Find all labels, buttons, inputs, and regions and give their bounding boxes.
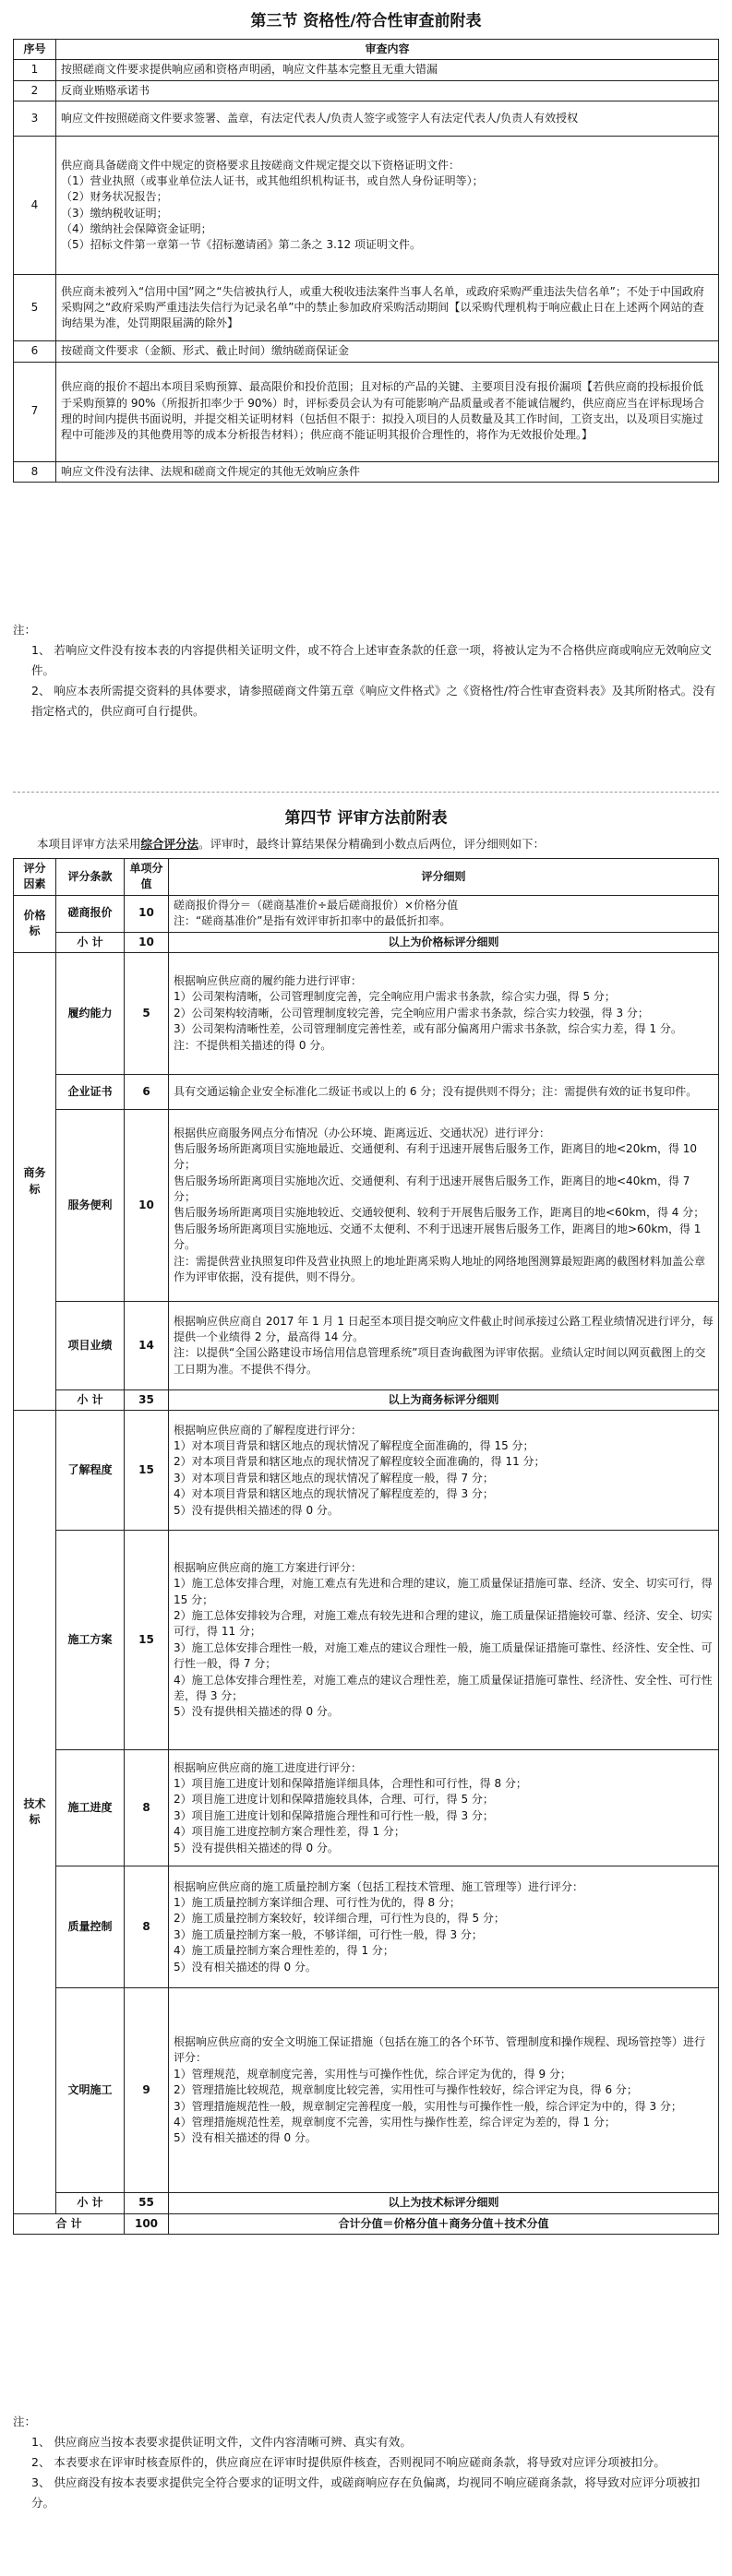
header-score: 单项分值 [125, 859, 169, 896]
table-row [14, 1074, 719, 1109]
item-score: 10 [125, 895, 169, 932]
item-detail: 根据供应商服务网点分布情况（办公环境、距离远近、交通状况）进行评分： 售后服务场所距离项目实施地最近、交通便利、有利于迅速开展售后服务工作，距离目的地<20km，得 10 分； 售后服务场所距离项目实施地次近、交通便利、有利于迅速开展售后服务工作，距离目的地<40km，得 7 分； 售后服务场所距离项目实施地较近、交通较便利、较利于开展售后服务工作，距离目的地<60km，得 4 分； 售后服务场所距离项目实施地远、交通不太便利、不利于迅速开展售后服务工作，距离目的地>60km，得 1 分。 注：需提供营业执照复印件及营业执照上的地址距离采购人地址的网络地图测算最短距离的截图材料加盖公章作为评审依据，没有提供，则不得分。 [169, 1109, 719, 1301]
subtotal-text: 以上为技术标评分细则 [169, 2193, 719, 2213]
section4-table [13, 858, 719, 2235]
table-row [14, 1411, 719, 1531]
row-content: 响应文件按照磋商文件要求签署、盖章，有法定代表人/负责人签字或签字人有法定代表人/负责人有效授权 [56, 101, 719, 137]
row-number: 4 [14, 137, 56, 275]
item-label: 施工方案 [56, 1531, 125, 1750]
item-detail: 根据响应供应商自 2017 年 1 月 1 日起至本项目提交响应文件截止时间承接过公路工程业绩情况进行评分，每提供一个业绩得 2 分，最高得 14 分。 注：以提供“全国公路建设市场信用信息管理系统”项目查询截图为评审依据。业绩认定时间以网页截图上的交工日期为准。不提供不得分。 [169, 1301, 719, 1389]
factor-business: 商务标 [14, 952, 56, 1410]
row-number: 7 [14, 362, 56, 461]
row-content: 按照磋商文件要求提供响应函和资格声明函，响应文件基本完整且无重大错漏 [56, 60, 719, 80]
intro-suffix: 。评审时，最终计算结果保分精确到小数点后两位，评分细则如下： [198, 837, 546, 851]
item-score: 14 [125, 1301, 169, 1389]
item-score: 8 [125, 1750, 169, 1866]
subtotal-label: 小 计 [56, 1389, 125, 1410]
row-number: 3 [14, 101, 56, 137]
item-label: 企业证书 [56, 1074, 125, 1109]
row-number: 5 [14, 275, 56, 341]
table-row [14, 1866, 719, 1988]
section4-notes [13, 2412, 719, 2512]
header-factor: 评分因素 [14, 859, 56, 896]
item-label: 施工进度 [56, 1750, 125, 1866]
row-number: 2 [14, 80, 56, 101]
subtotal-row [14, 932, 719, 952]
header-item: 评分条款 [56, 859, 125, 896]
table-row [14, 952, 719, 1074]
item-detail: 根据响应供应商的履约能力进行评审： 1）公司架构清晰，公司管理制度完善，完全响应用户需求书条款，综合实力强，得 5 分； 2）公司架构较清晰，公司管理制度较完善，完全响应用户需求书条款，综合实力较强，得 3 分； 3）公司架构清晰性差，公司管理制度完善性差，或有部分偏离用户需求书条款，综合实力差，得 1 分。 注：不提供相关描述的得 0 分。 [169, 952, 719, 1074]
subtotal-text: 以上为商务标评分细则 [169, 1389, 719, 1410]
section3-header-row [14, 40, 719, 60]
item-score: 6 [125, 1074, 169, 1109]
row-content: 响应文件没有法律、法规和磋商文件规定的其他无效响应条件 [56, 461, 719, 482]
item-label: 质量控制 [56, 1866, 125, 1988]
row-content: 供应商的报价不超出本项目采购预算、最高限价和投价范围；且对标的产品的关键、主要项目没有报价漏项【若供应商的投标报价低于采购预算的 90%（所报折扣率少于 90%）时，评标委员会认为有可能影响产品质量或者不能诚信履约，供应商应当在评标现场合理的时间内提供书面说明，并提交相关证明材料（包括但不限于：拟投入项目的人员数量及其工作时间，工资支出，以及项目实施过程中可能涉及的其他费用等的成本分析报告材料）；供应商不能证明其报价合理性的，将作为无效报价处理。】 [56, 362, 719, 461]
row-content: 按磋商文件要求（金额、形式、截止时间）缴纳磋商保证金 [56, 341, 719, 362]
total-label: 合 计 [14, 2213, 125, 2234]
table-row [14, 275, 719, 341]
section4-title: 第四节 评审方法前附表 [284, 809, 448, 828]
item-score: 9 [125, 1988, 169, 2193]
subtotal-score: 55 [125, 2193, 169, 2213]
total-text: 合计分值＝价格分值＋商务分值＋技术分值 [169, 2213, 719, 2234]
factor-price: 价格标 [14, 895, 56, 952]
note-item: 2、 响应本表所需提交资料的具体要求，请参照磋商文件第五章《响应文件格式》之《资格性/符合性审查资料表》及其所附格式。没有指定格式的，供应商可自行提供。 [31, 683, 716, 718]
table-row [14, 60, 719, 80]
notes-label: 注： [13, 2415, 37, 2428]
section3-title: 第三节 资格性/符合性审查前附表 [250, 12, 482, 30]
page-divider [13, 792, 719, 793]
header-no: 序号 [14, 40, 56, 60]
factor-technical: 技术标 [14, 1411, 56, 2213]
row-content: 供应商具备磋商文件中规定的资格要求且按磋商文件规定提交以下资格证明文件： （1）营业执照（或事业单位法人证书，或其他组织机构证书，或自然人身份证明等）； （2）财务状况报告； （3）缴纳税收证明； （4）缴纳社会保障资金证明； （5）招标文件第一章第一节《招标邀请函》第二条之 3.12 项证明文件。 [56, 137, 719, 275]
section4-header-row [14, 859, 719, 896]
notes-label: 注： [13, 623, 37, 637]
table-row [14, 101, 719, 137]
section3-notes [13, 620, 719, 721]
item-label: 磋商报价 [56, 895, 125, 932]
note-item: 3、 供应商没有按本表要求提供完全符合要求的证明文件，或磋商响应存在负偏离，均视同不响应磋商条款，将导致对应评分项被扣分。 [31, 2475, 701, 2510]
subtotal-score: 35 [125, 1389, 169, 1410]
item-detail: 根据响应供应商的施工方案进行评分： 1）施工总体安排合理，对施工难点有先进和合理的建议，施工质量保证措施可靠、经济、安全、切实可行，得 15 分； 2）施工总体安排较为合理，对施工难点有较先进和合理的建议，施工质量保证措施较可靠、经济、安全、切实可行，得 11 分； 3）施工总体安排合理性一般，对施工难点的建议合理性一般，施工质量保证措施可靠性、经济性、安全性、可行性一般，得 7 分； 4）施工总体安排合理性差，对施工难点的建议合理性差，施工质量保证措施可靠性、经济性、安全性、可行性差，得 3 分； 5）没有提供相关描述的得 0 分。 [169, 1531, 719, 1750]
header-content: 审查内容 [56, 40, 719, 60]
item-detail: 根据响应供应商的施工进度进行评分： 1）项目施工进度计划和保障措施详细具体，合理性和可行性，得 8 分； 2）项目施工进度计划和保障措施较具体，合理、可行，得 5 分； 3）项目施工进度计划和保障措施合理性和可行性一般，得 3 分； 4）项目施工进度控制方案合理性差，得 1 分； 5）没有提供相关描述的得 0 分。 [169, 1750, 719, 1866]
table-row [14, 461, 719, 482]
item-label: 履约能力 [56, 952, 125, 1074]
subtotal-score: 10 [125, 932, 169, 952]
subtotal-label: 小 计 [56, 932, 125, 952]
section4-intro [37, 835, 720, 852]
table-row [14, 341, 719, 362]
item-detail: 磋商报价得分＝（磋商基准价÷最后磋商报价）×价格分值 注：“磋商基准价”是指有效评审折扣率中的最低折扣率。 [169, 895, 719, 932]
item-label: 服务便利 [56, 1109, 125, 1301]
subtotal-row [14, 2193, 719, 2213]
table-row [14, 1109, 719, 1301]
note-item: 1、 若响应文件没有按本表的内容提供相关证明文件，或不符合上述审查条款的任意一项，将被认定为不合格供应商或响应无效响应文件。 [31, 642, 712, 677]
item-label: 了解程度 [56, 1411, 125, 1531]
intro-method: 综合评分法 [140, 837, 199, 851]
subtotal-row [14, 1389, 719, 1410]
item-detail: 根据响应供应商的安全文明施工保证措施（包括在施工的各个环节、管理制度和操作规程、现场管控等）进行评分： 1）管理规范，规章制度完善，实用性与可操作性优，综合评定为优的，得 9 分； 2）管理措施比较规范，规章制度比较完善，实用性可与操作性较好，综合评定为良，得 6 分； 3）管理措施规范性一般，规章制定完善程度一般，实用性与可操作性一般，综合评定为中的，得 3 分； 4）管理措施规范性差，规章制度不完善，实用性与操作性差，综合评定为差的，得 1 分； 5）没有相关描述的得 0 分。 [169, 1988, 719, 2193]
table-row [14, 1531, 719, 1750]
row-number: 1 [14, 60, 56, 80]
table-row [14, 362, 719, 461]
table-row [14, 1301, 719, 1389]
row-content: 供应商未被列入“信用中国”网之“失信被执行人，或重大税收违法案件当事人名单，或政府采购严重违法失信名单”；不处于中国政府采购网之“政府采购严重违法失信行为记录名单”中的禁止参加政府采购活动期间【以采购代理机构于响应截止日在上述两个网站的查询结果为准，处罚期限届满的除外】 [56, 275, 719, 341]
item-label: 项目业绩 [56, 1301, 125, 1389]
note-item: 2、 本表要求在评审时核查原件的，供应商应在评审时提供原件核查，否则视同不响应磋商条款，将导致对应评分项被扣分。 [31, 2454, 666, 2469]
row-number: 6 [14, 341, 56, 362]
item-score: 15 [125, 1411, 169, 1531]
item-detail: 具有交通运输企业安全标准化二级证书或以上的 6 分；没有提供则不得分；注：需提供有效的证书复印件。 [169, 1074, 719, 1109]
total-score: 100 [125, 2213, 169, 2234]
section3-table [13, 39, 719, 483]
item-score: 15 [125, 1531, 169, 1750]
intro-prefix: 本项目评审方法采用 [37, 837, 141, 851]
item-label: 文明施工 [56, 1988, 125, 2193]
header-detail: 评分细则 [169, 859, 719, 896]
table-row [14, 1988, 719, 2193]
item-detail: 根据响应供应商的施工质量控制方案（包括工程技术管理、施工管理等）进行评分： 1）施工质量控制方案详细合理、可行性为优的，得 8 分； 2）施工质量控制方案较好，较详细合理，可行性为良的，得 5 分； 3）施工质量控制方案一般，不够详细，可行性一般，得 3 分； 4）施工质量控制方案合理性差的，得 1 分； 5）没有相关描述的得 0 分。 [169, 1866, 719, 1988]
total-row [14, 2213, 719, 2234]
subtotal-text: 以上为价格标评分细则 [169, 932, 719, 952]
item-score: 5 [125, 952, 169, 1074]
item-score: 10 [125, 1109, 169, 1301]
subtotal-label: 小 计 [56, 2193, 125, 2213]
row-content: 反商业贿赂承诺书 [56, 80, 719, 101]
table-row [14, 895, 719, 932]
table-row [14, 80, 719, 101]
table-row [14, 137, 719, 275]
note-item: 1、 供应商应当按本表要求提供证明文件，文件内容清晰可辨、真实有效。 [31, 2434, 412, 2449]
item-detail: 根据响应供应商的了解程度进行评分： 1）对本项目背景和辖区地点的现状情况了解程度全面准确的，得 15 分； 2）对本项目背景和辖区地点的现状情况了解程度较全面准确的，得 11 分； 3）对本项目背景和辖区地点的现状情况了解程度一般，得 7 分； 4）对本项目背景和辖区地点的现状情况了解程度差的，得 3 分； 5）没有提供相关描述的得 0 分。 [169, 1411, 719, 1531]
row-number: 8 [14, 461, 56, 482]
item-score: 8 [125, 1866, 169, 1988]
table-row [14, 1750, 719, 1866]
